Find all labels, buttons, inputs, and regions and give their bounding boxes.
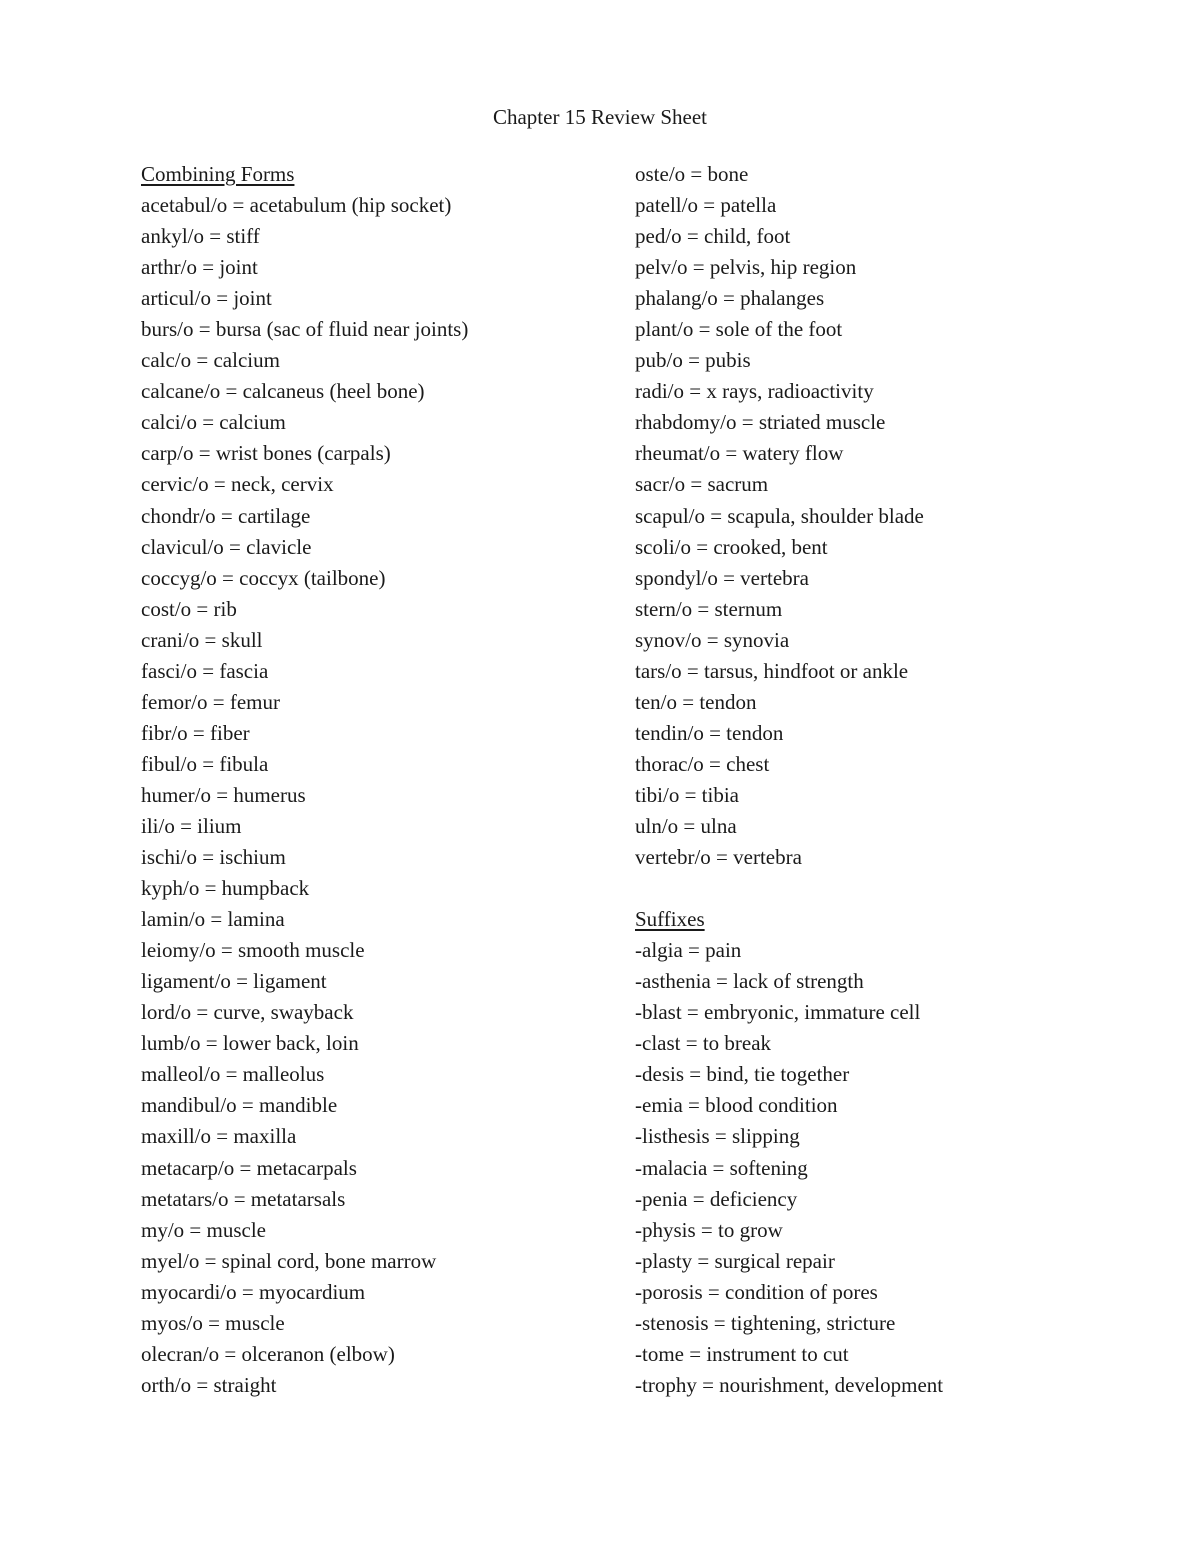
list-item: -clast = to break — [635, 1031, 772, 1056]
list-item: fasci/o = fascia — [141, 658, 269, 683]
list-item: -trophy = nourishment, development — [635, 1372, 944, 1397]
list-item: lumb/o = lower back, loin — [141, 1031, 359, 1056]
list-item: tars/o = tarsus, hindfoot or ankle — [635, 658, 909, 683]
list-item: myel/o = spinal cord, bone marrow — [141, 1248, 437, 1273]
list-item: -asthenia = lack of strength — [635, 969, 864, 994]
list-item: rhabdomy/o = striated muscle — [635, 410, 886, 435]
list-item: phalang/o = phalanges — [635, 286, 825, 311]
list-item: leiomy/o = smooth muscle — [141, 938, 365, 963]
list-item: -desis = bind, tie together — [635, 1062, 850, 1087]
list-item: kyph/o = humpback — [141, 876, 310, 901]
list-item: -blast = embryonic, immature cell — [635, 1000, 921, 1025]
suffixes-list — [635, 935, 943, 1401]
list-item: fibr/o = fiber — [141, 720, 250, 745]
list-item: arthr/o = joint — [141, 255, 258, 280]
list-item: my/o = muscle — [141, 1217, 266, 1242]
list-item: -physis = to grow — [635, 1217, 783, 1242]
list-item: fibul/o = fibula — [141, 751, 269, 776]
page-title: Chapter 15 Review Sheet — [492, 105, 708, 129]
list-item: thorac/o = chest — [635, 751, 770, 776]
list-item: calc/o = calcium — [141, 348, 280, 373]
list-item: burs/o = bursa (sac of fluid near joints) — [141, 317, 469, 342]
list-item: scapul/o = scapula, shoulder blade — [635, 503, 924, 528]
list-item: rheumat/o = watery flow — [635, 441, 844, 466]
list-item: radi/o = x rays, radioactivity — [635, 379, 874, 404]
list-item: -penia = deficiency — [635, 1186, 798, 1211]
list-item: coccyg/o = coccyx (tailbone) — [141, 565, 386, 590]
list-item: patell/o = patella — [635, 193, 777, 218]
list-item: olecran/o = olceranon (elbow) — [141, 1341, 395, 1366]
list-item: lamin/o = lamina — [141, 907, 285, 932]
list-item: crani/o = skull — [141, 627, 263, 652]
list-item: humer/o = humerus — [141, 782, 306, 807]
section-spacer — [635, 873, 943, 904]
list-item: -plasty = surgical repair — [635, 1248, 835, 1273]
list-item: tibi/o = tibia — [635, 782, 740, 807]
combining-forms-list-right — [635, 159, 943, 873]
list-item: pub/o = pubis — [635, 348, 751, 373]
list-item: stern/o = sternum — [635, 596, 783, 621]
list-item: myocardi/o = myocardium — [141, 1279, 366, 1304]
list-item: oste/o = bone — [635, 162, 749, 186]
combining-forms-heading: Combining Forms — [141, 162, 295, 186]
list-item: spondyl/o = vertebra — [635, 565, 809, 590]
list-item: chondr/o = cartilage — [141, 503, 311, 528]
list-item: calci/o = calcium — [141, 410, 286, 435]
list-item: sacr/o = sacrum — [635, 472, 769, 497]
list-item: -stenosis = tightening, stricture — [635, 1310, 896, 1335]
list-item: acetabul/o = acetabulum (hip socket) — [141, 193, 452, 218]
list-item: cost/o = rib — [141, 596, 237, 621]
list-item: -tome = instrument to cut — [635, 1341, 849, 1366]
list-item: pelv/o = pelvis, hip region — [635, 255, 857, 280]
left-column — [141, 159, 468, 1401]
list-item: ankyl/o = stiff — [141, 224, 260, 249]
list-item: ten/o = tendon — [635, 689, 757, 714]
suffixes-heading: Suffixes — [635, 907, 705, 932]
list-item: calcane/o = calcaneus (heel bone) — [141, 379, 425, 404]
list-item: clavicul/o = clavicle — [141, 534, 312, 559]
list-item: uln/o = ulna — [635, 813, 737, 838]
list-item: carp/o = wrist bones (carpals) — [141, 441, 391, 466]
combining-forms-list-left — [141, 190, 468, 1401]
list-item: maxill/o = maxilla — [141, 1124, 297, 1149]
list-item: synov/o = synovia — [635, 627, 790, 652]
right-column — [635, 159, 943, 1401]
list-item: ischi/o = ischium — [141, 845, 286, 870]
list-item: -malacia = softening — [635, 1155, 808, 1180]
list-item: orth/o = straight — [141, 1372, 277, 1397]
list-item: ped/o = child, foot — [635, 224, 791, 249]
list-item: articul/o = joint — [141, 286, 272, 311]
list-item: malleol/o = malleolus — [141, 1062, 325, 1087]
list-item: plant/o = sole of the foot — [635, 317, 843, 342]
list-item: lord/o = curve, swayback — [141, 1000, 354, 1025]
list-item: -porosis = condition of pores — [635, 1279, 878, 1304]
list-item: scoli/o = crooked, bent — [635, 534, 828, 559]
list-item: myos/o = muscle — [141, 1310, 285, 1335]
list-item: metatars/o = metatarsals — [141, 1186, 346, 1211]
list-item: cervic/o = neck, cervix — [141, 472, 334, 497]
list-item: ili/o = ilium — [141, 813, 242, 838]
list-item: femor/o = femur — [141, 689, 280, 714]
list-item: tendin/o = tendon — [635, 720, 784, 745]
list-item: -algia = pain — [635, 938, 742, 963]
list-item: -listhesis = slipping — [635, 1124, 800, 1149]
list-item: -emia = blood condition — [635, 1093, 838, 1118]
list-item: metacarp/o = metacarpals — [141, 1155, 357, 1180]
list-item: vertebr/o = vertebra — [635, 845, 802, 870]
list-item: ligament/o = ligament — [141, 969, 327, 994]
list-item: mandibul/o = mandible — [141, 1093, 338, 1118]
